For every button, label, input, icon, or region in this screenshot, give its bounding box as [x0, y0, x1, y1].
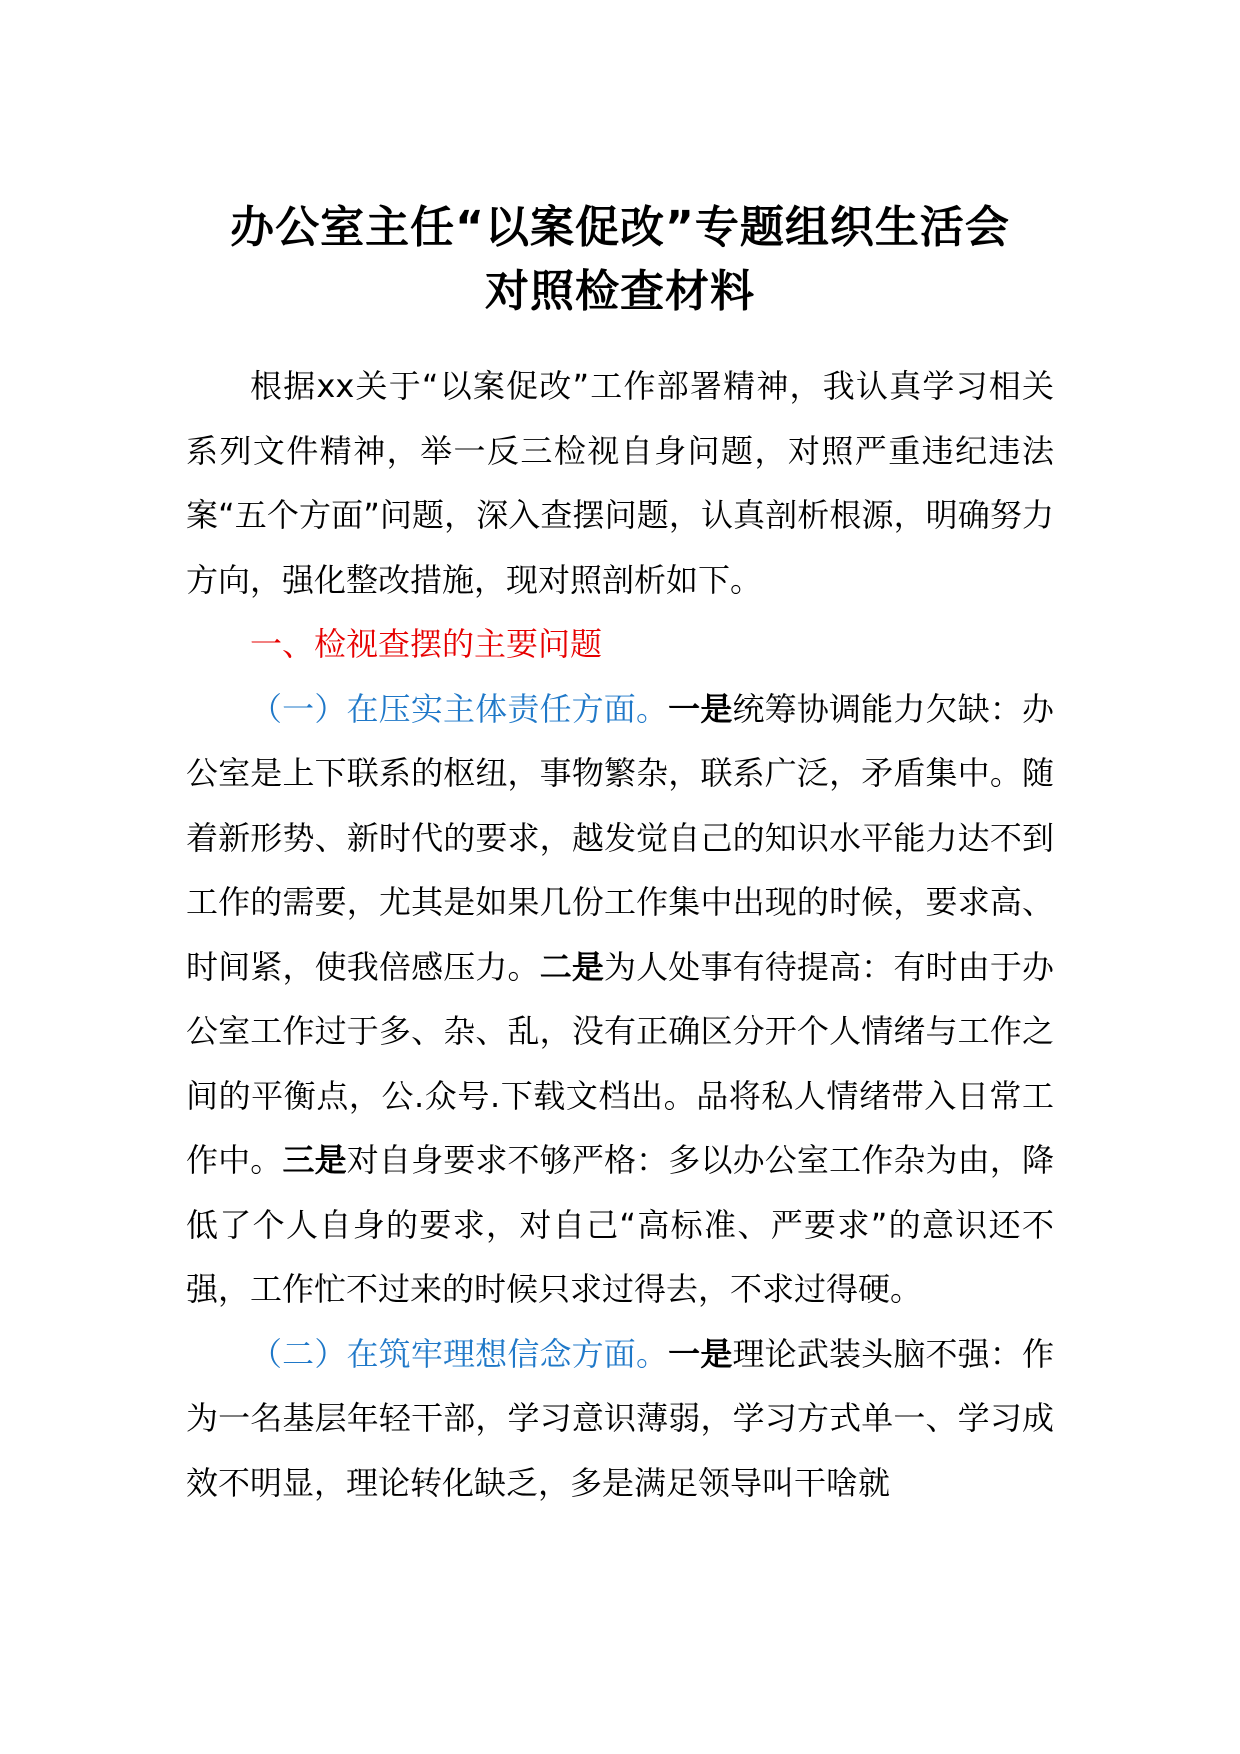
document-title: [186, 196, 1054, 324]
part1-paragraph: [186, 677, 1054, 1322]
part2-heading: （二）在筑牢理想信念方面。: [250, 1334, 669, 1373]
part1-lead-2: 二是: [539, 947, 604, 986]
part1-text-2: 为人处事有待提高：有时由于办公室工作过于多、杂、乱，没有正确区分开个人情绪与工作之间的平衡点，公.众号.下载文档出。品将私人情绪带入日常工作中。: [186, 947, 1054, 1179]
section-heading: 一、检视查摆的主要问题: [250, 625, 603, 663]
part2-lead-1: 一是: [668, 1334, 733, 1373]
part2-paragraph: [186, 1322, 1054, 1516]
part1-text-1: 统筹协调能力欠缺：办公室是上下联系的枢纽，事物繁杂，联系广泛，矛盾集中。随着新形势、新时代的要求，越发觉自己的知识水平能力达不到工作的需要，尤其是如果几份工作集中出现的时候，要求高、时间紧，使我倍感压力。: [186, 689, 1054, 986]
part1-heading: （一）在压实主体责任方面。: [250, 689, 669, 728]
document-body: [186, 354, 1054, 1515]
part1-lead-3: 三是: [282, 1141, 347, 1179]
title-line-2: 对照检查材料: [485, 266, 755, 317]
part1-lead-1: 一是: [668, 689, 733, 728]
title-line-1: 办公室主任“以案促改”专题组织生活会: [230, 202, 1010, 253]
part2-text-1: 理论武装头脑不强：作为一名基层年轻干部，学习意识薄弱，学习方式单一、学习成效不明显，理论转化缺乏，多是满足领导叫干啥就: [186, 1334, 1054, 1502]
intro-paragraph: 根据xx关于“以案促改”工作部署精神，我认真学习相关系列文件精神，举一反三检视自身问题，对照严重违纪违法案“五个方面”问题，深入查摆问题，认真剖析根源，明确努力方向，强化整改措施，现对照剖析如下。: [186, 367, 1054, 599]
part1-text-3: 对自身要求不够严格：多以办公室工作杂为由，降低了个人自身的要求，对自己“高标准、严要求”的意识还不强，工作忙不过来的时候只求过得去，不求过得硬。: [186, 1141, 1054, 1308]
